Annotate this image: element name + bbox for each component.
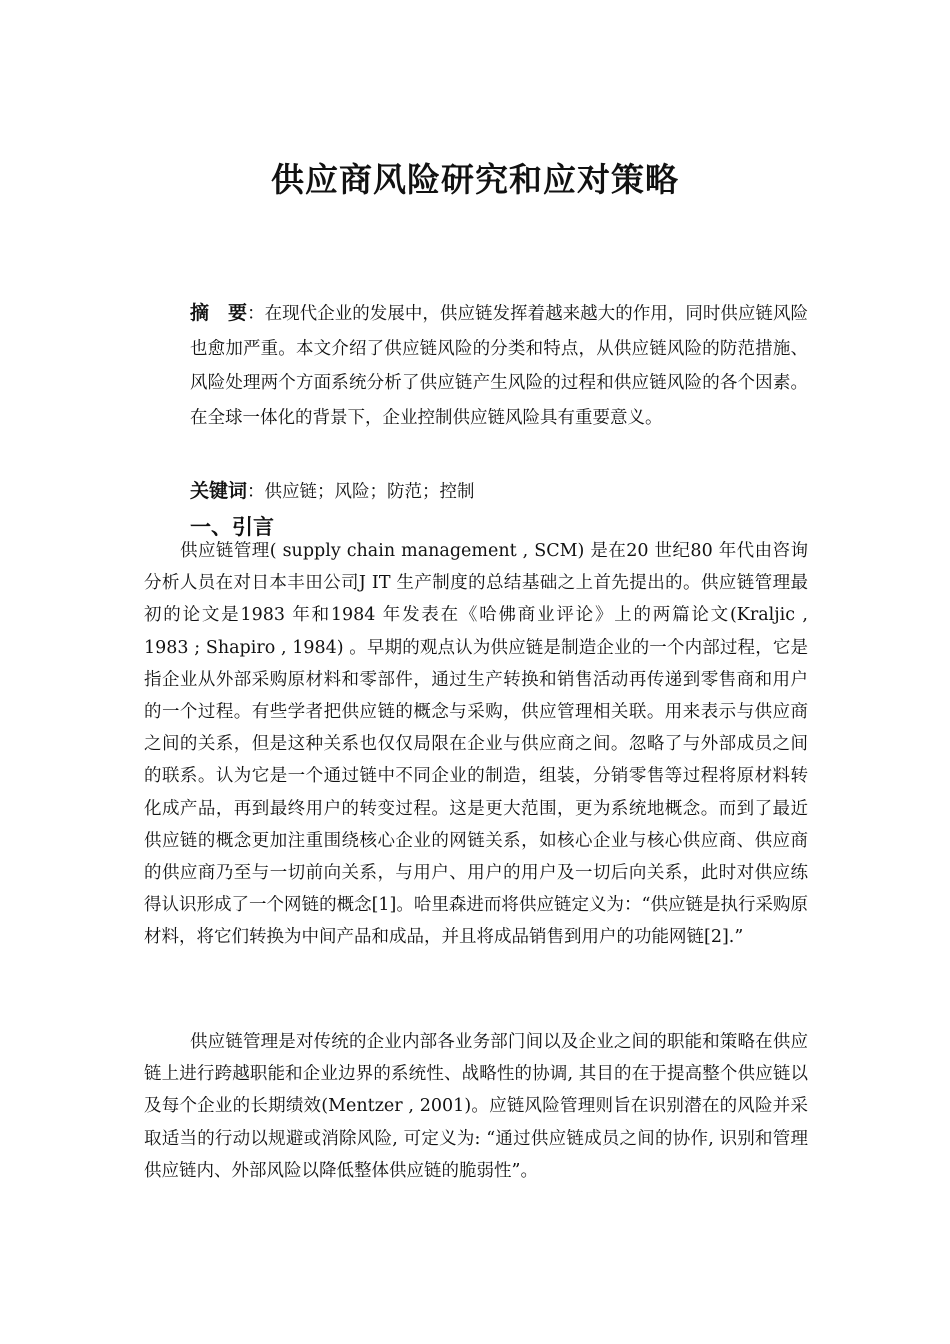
abstract-label: 摘 要: [190, 302, 248, 324]
body-paragraph-2: 供应链管理是对传统的企业内部各业务部门间以及企业之间的职能和策略在供应链上进行跨越职能和企业边界的系统性、战略性的协调, 其目的在于提高整个供应链以及每个企业的长期绩效(Mentzer , 2001)。应链风险管理则旨在识别潜在的风险并采取适当的行动以规避或消除风险, 可定义为: “通过供应链成员之间的协作, 识别和管理供应链内、外部风险以降低整体供应链的脆弱性”。: [144, 1032, 808, 1181]
document-title: 供应商风险研究和应对策略: [271, 160, 679, 199]
abstract-block: [190, 296, 808, 435]
section-heading: 一、引言: [190, 514, 274, 539]
keywords-text: ：供应链；风险；防范；控制: [247, 482, 475, 502]
keywords-block: [190, 474, 808, 509]
keywords-label: 关键词: [190, 480, 248, 502]
abstract-text: ：在现代企业的发展中，供应链发挥着越来越大的作用，同时供应链风险也愈加严重。本文介绍了供应链风险的分类和特点，从供应链风险的防范措施、风险处理两个方面系统分析了供应链产生风险的过程和供应链风险的各个因素。在全球一体化的背景下，企业控制供应链风险具有重要意义。: [190, 304, 808, 428]
body-paragraph-1: 供应链管理( supply chain management , SCM) 是在20 世纪80 年代由咨询分析人员在对日本丰田公司J IT 生产制度的总结基础之上首先提出的。供应链管理最初的论文是1983 年和1984 年发表在《哈佛商业评论》上的两篇论文(Kraljic , 1983 ; Shapiro , 1984) 。早期的观点认为供应链是制造企业的一个内部过程，它是指企业从外部采购原材料和零部件，通过生产转换和销售活动再传递到零售商和用户的一个过程。有些学者把供应链的概念与采购，供应管理相关联。用来表示与供应商之间的关系，但是这种关系也仅仅局限在企业与供应商之间。忽略了与外部成员之间的联系。认为它是一个通过链中不同企业的制造，组装，分销零售等过程将原材料转化成产品，再到最终用户的转变过程。这是更大范围，更为系统地概念。而到了最近供应链的概念更加注重围绕核心企业的网链关系，如核心企业与核心供应商、供应商的供应商乃至与一切前向关系，与用户、用户的用户及一切后向关系，此时对供应练得认识形成了一个网链的概念[1]。哈里森进而将供应链定义为：“供应链是执行采购原材料，将它们转换为中间产品和成品，并且将成品销售到用户的功能网链[2].”: [144, 541, 808, 948]
